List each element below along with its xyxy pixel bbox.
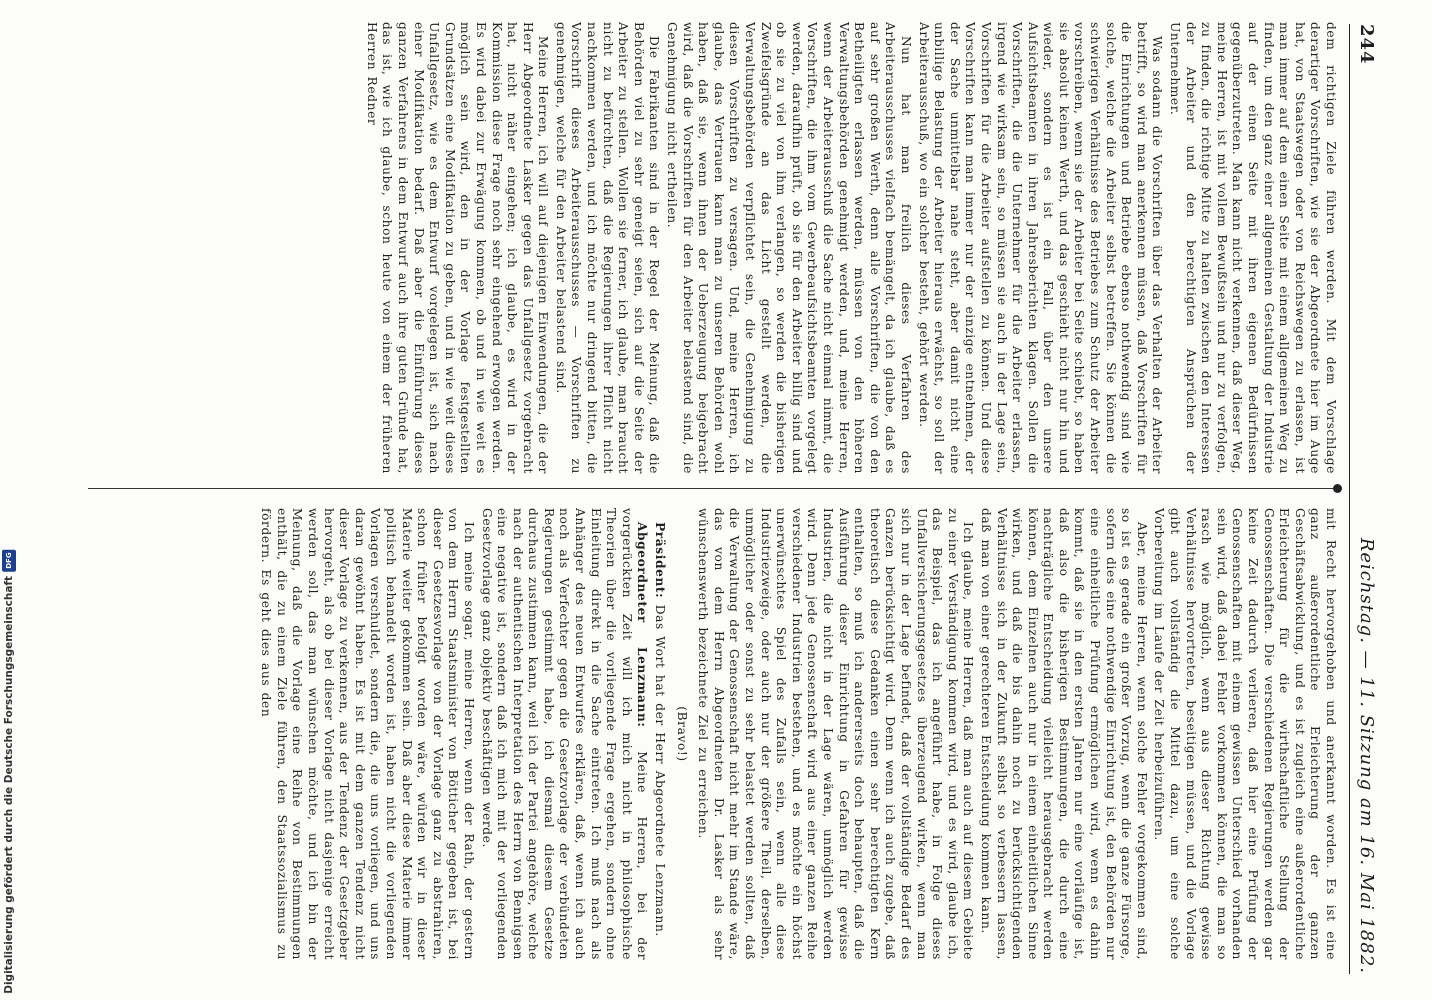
speaker-paragraph-1 [478,508,650,960]
president-text: Das Wort hat der Herr Abgeordnete Lenzmann. [653,604,668,937]
column-divider [88,488,1338,489]
left-paragraph-1: dem richtigen Ziele führen werden. Mit dem Vorschlage derartiger Vorschriften, wie sie der Abgeordnete hier im Auge hat, von Staatswegen oder von Reichswegen zu erlassen, ist man immer auf dem einen Seite mit einem allgemeinen Weg zu finden, um den ganz einer allgemeinen Gestaltung der Industrie auf der einen Seite mit ihren eigenen Bedürfnissen gegenüberzutreten. Man kann nicht verkennen, daß dieser Weg, meine Herren, ist mit vollem Bewußtsein und nur zu verfolgen, zu finden, die richtige Mitte zu halten zwischen den Interessen der Arbeiter und den berechtigten Ansprüchen der Unternehmer. [1168,22,1338,474]
page-title: Reichstag. — 11. Sitzung am 16. Mai 1882. [1356,537,1378,974]
dfg-logo-icon: DFG [2,550,16,572]
footer-inner [2,550,16,994]
left-paragraph-3: Nun hat man freilich dieses Verfahren des Arbeiterausschusses vielfach bemängelt, da ich glaube, daß es auf sehr großen Werth, denn alle Vorschriften, die von den Betheiligten erlassen werden, müssen von den höheren Verwaltungsbehörden genehmigt werden, und, meine Herren, wenn der Arbeiterausschuß die Sache nicht einmal nimmt, die Vorschriften, die ihm vom Gewerbeaufsichtsbeamten vorgelegt werden, daraufhin prüft, ob sie für den Arbeiter billig sind und ob sie zu viel von ihm verlangen, so werden die bisherigen Zweifelsgründe an das Licht gestellt werden, die Verwaltungsbehörden verpflichtet sein, die Genehmigung zu diesen Vorschriften zu versagen. Und, meine Herren, ich glaube, das Vertrauen kann man zu unseren Behörden wohl haben, daß sie, wenn ihnen der Ueberzeugung beigebracht wird, daß die Vorschriften für den Arbeiter belastend sind, die Genehmigung nicht ertheilen. [665,22,913,474]
speaker-paragraph-2: Ich meine sogar, meine Herren, wenn der Rath, der gestern von dem Herrn Staatsminister von Bötticher gegeben ist, bei dieser Gesetzesvorlage von der Vorlage ganz zu abstrahiren, schon früher befolgt worden wäre, würden wir in dieser Materie weiter gekommen sein. Daß aber diese Materie immer politisch behandelt worden ist, haben nicht die vorliegenden Vorlagen verschuldet, sondern die, die uns vorliegen, und uns daran gewöhnt haben. Es ist mit dem ganzen Tendenz nicht dieser Vorlage zu verkennen, aus der Tendenz der Gesetzgeber hervorgeht, als ob bei dieser Vorlage nicht dasjenige erreicht werden soll, das man wünschen möchte, und ich bin der Meinung, daß die Vorlage eine Reihe von Bestimmungen enthält, die zu einem Ziele führen, den Staatssozialismus zu fördern. Es geht dies aus den [259,508,476,960]
rotated-page-content [62,14,1382,984]
left-paragraph-4: Die Fabrikanten sind in der Regel der Meinung, daß die Behörden viel zu sehr geneigt seien, sich auf die Seite der Arbeiter zu stellen. Wollen sie ferner, ich glaube, man braucht nicht zu befürchten, daß die Regierungen ihrer Pflicht nicht nachkommen werden, und ich möchte nur dringend bitten, die Vorschrift dieses Arbeiterausschusses — Vorschriften zu genehmigen, welche für den Arbeiter belastend sind. [553,22,662,474]
left-paragraph-5: Meine Herren, ich will auf diejenigen Einwendungen, die der Herr Abgeordnete Lasker gegen das Unfallgesetz vorgebracht hat, nicht näher eingehen; ich glaube, es wird in der Kommission diese Frage noch sehr eingehend erwogen werden. Es wird dabei zur Erwägung kommen, ob und in wie weit es möglich sein wird, den in der Vorlage festgestellten Grundsätzen eine Modifikation zu geben, und in wie weit dieses Unfallgesetz, wie es dem Entwurf vorgelegen ist, sich nach einer Modifikation bedarf. Daß aber die Einführung dieses ganzen Verfahrens in dem Entwurf auch ihre guten Gründe hat, das ist, wie ich glaube, schon heute von einem der früheren Herren Redner [364,22,551,474]
president-label: Präsident: [653,522,668,599]
applause-note: (Bravo!) [674,706,689,762]
digitization-footer [0,0,20,1000]
speaker-label: Abgeordneter Lenzmann: [635,522,650,728]
header-rule [1349,24,1350,974]
president-statement [651,508,667,960]
page-header [1352,24,1382,974]
footer-text: Digitalisierung gefördert durch die Deutsche Forschungsgemeinschaft [3,576,15,994]
left-column [78,22,1338,474]
right-paragraph-2: Aber, meine Herren, wenn solche Fehler vorgekommen sind, so ist es gerade ein großer Vorzug, wenn die ganze Fürsorge, sofern dies eine nothwendige Einrichtung ist, den Behörden nur eine einheitliche Prüfung ermöglichen wird, wenn es dahin kommt, daß sie in den ersten Jahren nur eine vorläufige ist, daß also die bisherigen Bestimmungen, die durch eine nachträgliche Entscheidung vielleicht herausgebracht werden können, dem Einzelnen auch nur in einem einheitlichen Sinne wirken, und daß die bis dahin noch zu berücksichtigenden Verhältnisse sich in der Zukunft selbst so verbessern lassen, daß man von einer gerechteren Entscheidung kommen kann. [978,508,1149,960]
right-paragraph-3: Ich glaube, meine Herren, daß man auch auf diesem Gebiete zu einer Verständigung kommen wird, und es wird, glaube ich, das Beispiel, das ich angeführt habe, in Folge dieses Unfallversicherungsgesetzes überzeugend wirken, wenn man sich nur in der Lage befindet, daß der vollständige Bedarf des Ganzen berücksichtigt wird. Denn wenn ich auch zugebe, daß theoretisch diese Gedanken einen sehr berechtigten Kern enthalten, so muß ich andererseits doch behaupten, daß die Ausführung dieser Einrichtung in Gefahren für gewisse Industrien, die nicht in der Lage wären, unmöglich werden wird. Denn jede Genossenschaft wird aus einer ganzen Reihe verschiedener Industrien bestehen, und es möchte ein höchst unerwünschtes Spiel des Zufalls sein, wenn alle diese Industriezweige, oder auch nur der größere Theil, derselben, unmöglicher oder sonst zu sehr belastet werden sollten, daß die Verwaltung der Genossenschaft nicht mehr im Stande wäre, das von dem Herrn Abgeordneten Dr. Lasker als sehr wünschenswerth bezeichnete Ziel zu erreichen. [696,508,976,960]
left-paragraph-2: Was sodann die Vorschriften über das Verhalten der Arbeiter betrifft, so wird man anerkennen müssen, daß Vorschriften für die Einrichtungen und Betriebe ebenso nothwendig sind wie solche, welche die Arbeiter selbst betreffen. Sie können die schwierigen Verhältnisse des Betriebes zum Schutz der Arbeiter vorschreiben, wenn sie der Arbeiter bei Seite schiebt, so haben sie absolut keinen Werth, und das geschieht nicht nur hin und wieder, sondern es ist ein Fall, über den unsere Aufsichtsbeamten in ihren Jahresberichten klagen. Sollen die Vorschriften, die die Unternehmer für die Arbeiter erlassen, irgend wie wirksam sein, so müssen sie auch in der Lage sein, Vorschriften für die Arbeiter aufstellen zu können. Und diese Vorschriften kann man immer nur der einzige entnehmen, der der Sache unmittelbar nahe steht, aber damit nicht eine unbillige Belastung der Arbeiter hieraus erwächst, so soll der Arbeiterausschuß, wo ein solcher besteht, gehört werden. [916,22,1165,474]
page-number: 244 [1356,24,1378,65]
divider-dot [1333,484,1342,493]
right-paragraph-1: mit Recht hervorgehoben und anerkannt worden. Es ist eine ganz außerordentliche Erleichterung der ganzen Geschäftsabwicklung, und es ist zugleich eine außerordentliche Erleichterung für die wirthschaftliche Stellung der Genossenschaften. Die verschiedenen Regierungen werden gar keine Zeit dadurch verlieren, daß hier eine Prüfung der Genossenschaften mit einem gewissen Unterschied vorhanden sein wird, daß dabei Fehler vorkommen können, die man so rasch wie möglich, wenn aus dieser Richtung gewisse Verhältnisse hervortreten, beseitigen müssen, und die Vorlage gibt auch vollständig die Mittel dazu, um eine solche Vorbereitung im Laufe der Zeit herbeizuführen. [1152,508,1338,960]
speaker-text-1: Meine Herren, bei der vorgerückten Zeit will ich mich nicht in philosophische Theorien über die vorliegende Frage ergehen, sondern ohne Einleitung direkt in die Sache eintreten. Ich muß nach als Anhänger des neuen Entwurfes erklären, daß, wenn ich auch noch als Verfechter gegen die Gesetzvorlage der verbündeten Regierungen gestimmt habe, ich diesmal diesem Gesetze durchaus zustimmen kann, weil ich der Partei angehöre, welche nach der authentischen Interpretation des Herrn von Bennigsen eine negative ist, sondern daß ich mich mit der vorliegenden Gesetzvorlage ganz objektiv beschäftigen werde. [479,508,650,960]
right-column [78,508,1338,960]
